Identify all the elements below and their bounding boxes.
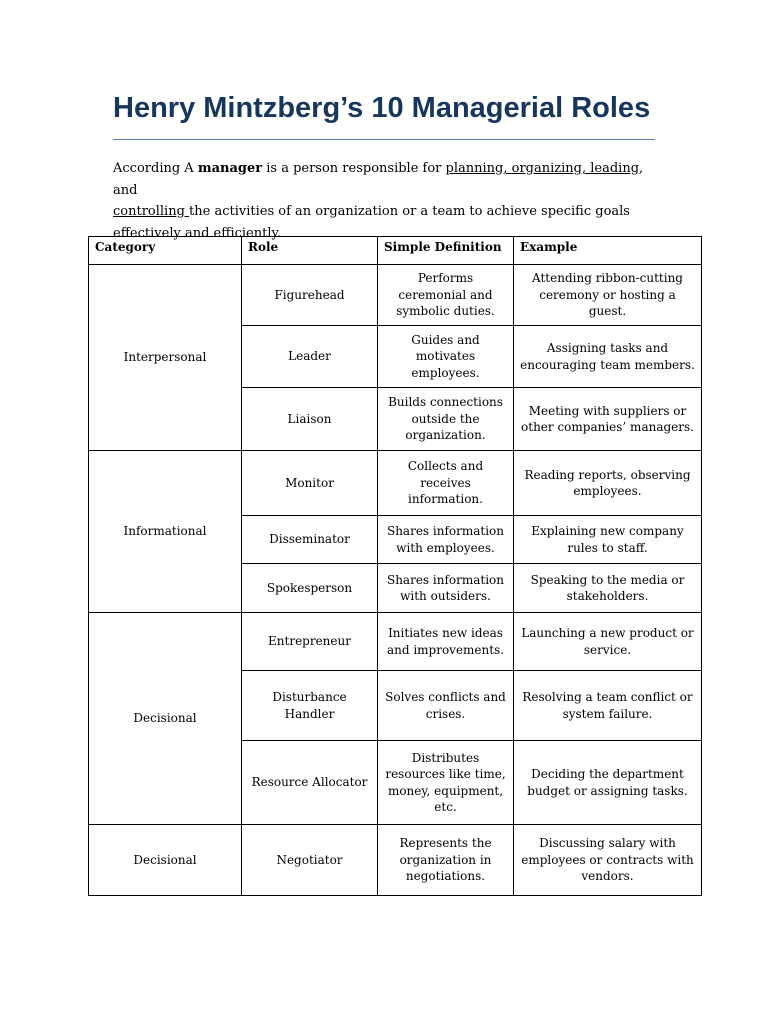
- example-cell: Meeting with suppliers or other companies’ managers.: [514, 388, 702, 451]
- intro-paragraph: [113, 158, 668, 244]
- managerial-roles-table: [88, 236, 702, 896]
- role-cell: Liaison: [242, 388, 378, 451]
- definition-cell: Performs ceremonial and symbolic duties.: [378, 265, 514, 326]
- category-cell: Decisional: [89, 825, 242, 896]
- definition-cell: Collects and receives information.: [378, 451, 514, 516]
- page-title: Henry Mintzberg’s 10 Managerial Roles: [113, 92, 651, 124]
- example-cell: Reading reports, observing employees.: [514, 451, 702, 516]
- intro-term-planning: planning: [445, 161, 504, 176]
- example-cell: Resolving a team conflict or system failure.: [514, 671, 702, 741]
- role-cell: Negotiator: [242, 825, 378, 896]
- table-row: [89, 613, 702, 671]
- table-header-row: [89, 237, 702, 265]
- role-cell: Disturbance Handler: [242, 671, 378, 741]
- category-cell: Informational: [89, 451, 242, 613]
- role-cell: Leader: [242, 326, 378, 388]
- definition-cell: Distributes resources like time, money, equipment, etc.: [378, 741, 514, 825]
- role-cell: Monitor: [242, 451, 378, 516]
- table-row: [89, 825, 702, 896]
- role-cell: Spokesperson: [242, 564, 378, 613]
- role-cell: Figurehead: [242, 265, 378, 326]
- intro-term-leading: leading: [590, 161, 640, 176]
- intro-separator: ,: [503, 161, 512, 176]
- definition-cell: Builds connections outside the organization.: [378, 388, 514, 451]
- intro-term-organizing: organizing: [511, 161, 582, 176]
- definition-cell: Shares information with outsiders.: [378, 564, 514, 613]
- header-definition: Simple Definition: [378, 237, 514, 265]
- definition-cell: Solves conflicts and crises.: [378, 671, 514, 741]
- role-cell: Disseminator: [242, 516, 378, 564]
- role-cell: Entrepreneur: [242, 613, 378, 671]
- intro-term-controlling: controlling: [113, 204, 190, 219]
- definition-cell: Shares information with employees.: [378, 516, 514, 564]
- intro-separator: , and: [113, 161, 644, 198]
- category-cell: Decisional: [89, 613, 242, 825]
- example-cell: Explaining new company rules to staff.: [514, 516, 702, 564]
- example-cell: Launching a new product or service.: [514, 613, 702, 671]
- header-example: Example: [514, 237, 702, 265]
- header-role: Role: [242, 237, 378, 265]
- role-cell: Resource Allocator: [242, 741, 378, 825]
- category-cell: Interpersonal: [89, 265, 242, 451]
- example-cell: Discussing salary with employees or contracts with vendors.: [514, 825, 702, 896]
- intro-text: the activities of an organization or a team to achieve specific goals effectively and efficiently.: [113, 204, 630, 241]
- example-cell: Deciding the department budget or assigning tasks.: [514, 741, 702, 825]
- example-cell: Speaking to the media or stakeholders.: [514, 564, 702, 613]
- definition-cell: Guides and motivates employees.: [378, 326, 514, 388]
- title-divider: [113, 139, 655, 140]
- header-category: Category: [89, 237, 242, 265]
- intro-text: According A: [113, 161, 198, 176]
- table-row: [89, 265, 702, 326]
- example-cell: Attending ribbon-cutting ceremony or hosting a guest.: [514, 265, 702, 326]
- intro-term-manager: manager: [197, 161, 263, 176]
- intro-separator: ,: [581, 161, 591, 176]
- table-row: [89, 451, 702, 516]
- definition-cell: Initiates new ideas and improvements.: [378, 613, 514, 671]
- example-cell: Assigning tasks and encouraging team members.: [514, 326, 702, 388]
- intro-text: is a person responsible for: [262, 161, 446, 176]
- definition-cell: Represents the organization in negotiations.: [378, 825, 514, 896]
